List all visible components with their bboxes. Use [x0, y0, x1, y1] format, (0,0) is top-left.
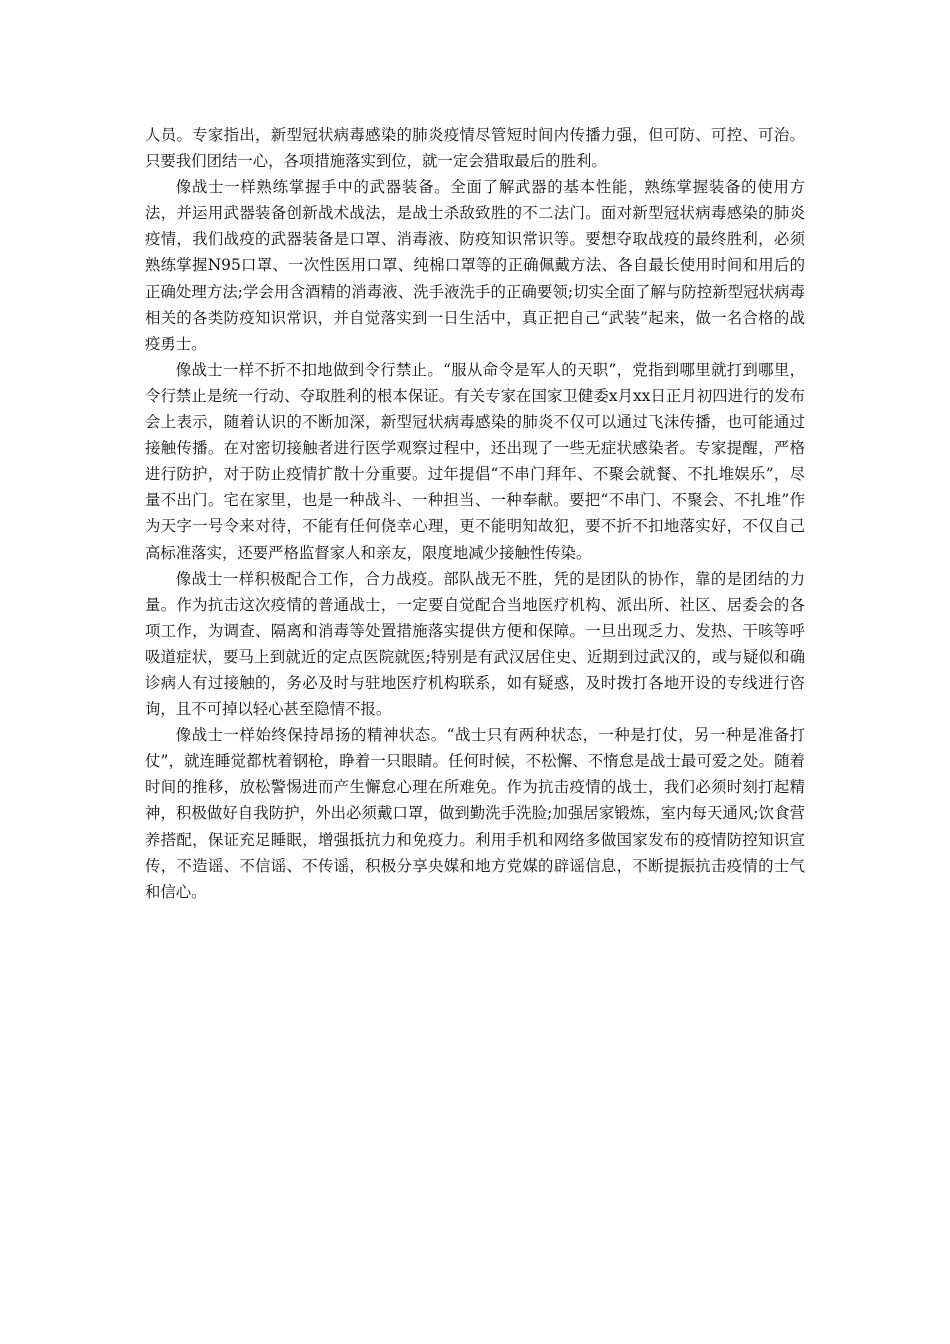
paragraph-continuation: 人员。专家指出，新型冠状病毒感染的肺炎疫情尽管短时间内传播力强，但可防、可控、可治。只要我们团结一心，各项措施落实到位，就一定会猎取最后的胜利。: [145, 126, 805, 171]
document-page: [145, 122, 805, 905]
paragraph-orders: 像战士一样不折不扣地做到令行禁止。“服从命令是军人的天职”，党指到哪里就打到哪里，令行禁止是统一行动、夺取胜利的根本保证。有关专家在国家卫健委x月xx日正月初四进行的发布会上表示，随着认识的不断加深，新型冠状病毒感染的肺炎不仅可以通过飞沫传播，也可能通过接触传播。在对密切接触者进行医学观察过程中，还出现了一些无症状感染者。专家提醒，严格进行防护，对于防止疫情扩散十分重要。过年提倡“不串门拜年、不聚会就餐、不扎堆娱乐”，尽量不出门。宅在家里，也是一种战斗、一种担当、一种奉献。要把“不串门、不聚会、不扎堆”作为天字一号令来对待，不能有任何侥幸心理，更不能明知故犯，要不折不扣地落实好，不仅自己高标准落实，还要严格监督家人和亲友，限度地减少接触性传染。: [145, 360, 805, 562]
paragraph-cooperation: 像战士一样积极配合工作，合力战疫。部队战无不胜，凭的是团队的协作，靠的是团结的力量。作为抗击这次疫情的普通战士，一定要自觉配合当地医疗机构、派出所、社区、居委会的各项工作，为调查、隔离和消毒等处置措施落实提供方便和保障。一旦出现乏力、发热、干咳等呼吸道症状，要马上到就近的定点医院就医;特别是有武汉居住史、近期到过武汉的，或与疑似和确诊病人有过接触的，务必及时与驻地医疗机构联系，如有疑惑，及时拨打各地开设的专线进行咨询，且不可掉以轻心甚至隐情不报。: [145, 569, 805, 719]
paragraph-spirit: 像战士一样始终保持昂扬的精神状态。“战士只有两种状态，一种是打仗，另一种是准备打仗”，就连睡觉都枕着钢枪，睁着一只眼睛。任何时候，不松懈、不惰怠是战士最可爱之处。随着时间的推移，放松警惕进而产生懈怠心理在所难免。作为抗击疫情的战士，我们必须时刻打起精神，积极做好自我防护，外出必须戴口罩，做到勤洗手洗脸;加强居家锻炼，室内每天通风;饮食营养搭配，保证充足睡眠，增强抵抗力和免疫力。利用手机和网络多做国家发布的疫情防控知识宣传，不造谣、不信谣、不传谣，积极分享央媒和地方党媒的辟谣信息，不断提振抗击疫情的士气和信心。: [145, 726, 805, 901]
paragraph-weapons: 像战士一样熟练掌握手中的武器装备。全面了解武器的基本性能，熟练掌握装备的使用方法，并运用武器装备创新战术战法，是战士杀敌致胜的不二法门。面对新型冠状病毒感染的肺炎疫情，我们战疫的武器装备是口罩、消毒液、防疫知识常识等。要想夺取战疫的最终胜利，必须熟练掌握N95口罩、一次性医用口罩、纯棉口罩等的正确佩戴方法、各自最长使用时间和用后的正确处理方法;学会用含酒精的消毒液、洗手液洗手的正确要领;切实全面了解与防控新型冠状病毒相关的各类防疫知识常识，并自觉落实到一日生活中，真正把自己“武装”起来，做一名合格的战疫勇士。: [145, 178, 805, 353]
